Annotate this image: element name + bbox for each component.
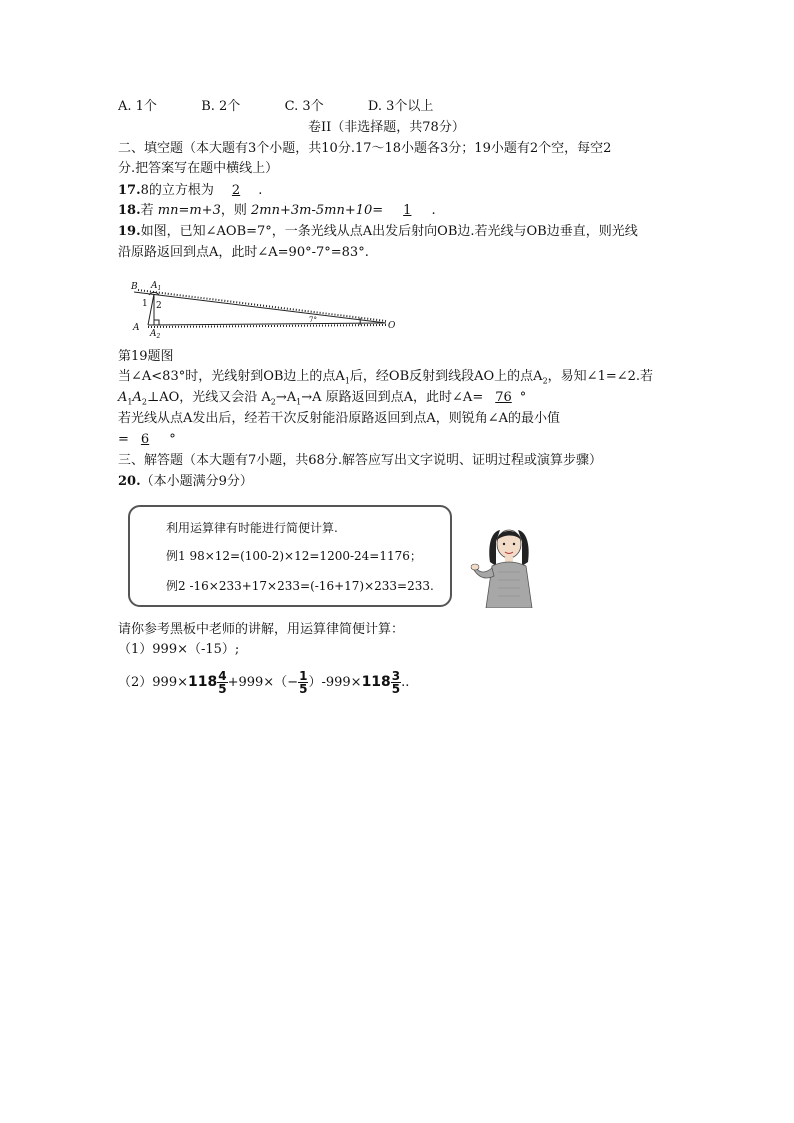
mixed-number-2-whole: 118 (361, 674, 391, 690)
q19-sub-a1: 1 (344, 376, 350, 386)
q19-line4a: A (118, 390, 128, 405)
label-b: B (131, 282, 138, 292)
mixed1-numerator: 4 (218, 669, 227, 683)
light-a-a1 (148, 294, 154, 325)
q19-line4e: →A 原路返回到点A，此时∠A= (301, 390, 484, 405)
ray-oa (148, 323, 386, 325)
mixed1-denominator: 5 (218, 682, 227, 696)
mixed-number-1-whole: 118 (187, 674, 218, 690)
q17-tail: . (258, 183, 263, 198)
q20-number: 20. (118, 474, 141, 489)
board-intro: 利用运算律有时能进行简便计算. (166, 521, 338, 535)
part3-heading: 三、解答题（本大题有7小题，共68分.解答应写出文字说明、证明过程或演算步骤） (118, 453, 602, 468)
q19-sub-3: 2 (270, 397, 276, 407)
q19-deg: ° (519, 390, 527, 405)
question-17 (118, 182, 262, 200)
q17-text: 8的立方根为 (140, 183, 214, 198)
q18-answer: 1 (403, 203, 412, 218)
frac-denominator: 5 (299, 682, 308, 696)
q20-sub2-mid2: ）-999× (308, 675, 362, 690)
label-angle-o: 7° (309, 316, 317, 324)
question-19-line1 (118, 223, 638, 241)
q18-number: 18. (118, 203, 141, 218)
q17-number: 17. (118, 183, 141, 198)
q19-line4d: →A (275, 390, 297, 405)
mixed2-denominator: 5 (391, 682, 401, 696)
question-18 (118, 202, 436, 220)
q20-title: （本小题满分9分） (140, 474, 253, 489)
q20-prompt: 请你参考黑板中老师的讲解，用运算律简便计算： (118, 622, 405, 637)
label-a1: $A_1$ (151, 281, 162, 292)
q18-condition: mn=m+3 (157, 203, 221, 218)
section-title: 卷II（非选择题，共78分） (308, 120, 465, 135)
label-a2: $A_2$ (150, 329, 161, 340)
q19-line5: 若光线从点A发出后，经若干次反射能沿原路返回到点A，则锐角∠A的最小值 (118, 411, 561, 426)
q20-sub2-tail: .. (401, 675, 410, 690)
choice-options (118, 98, 433, 116)
hatch-oa (148, 325, 386, 327)
q19-sub-4: 1 (296, 397, 302, 407)
board-example-2: 例2 -16×233+17×233=(-16+17)×233=233. (166, 579, 434, 593)
frac-numerator: 1 (299, 669, 308, 683)
question-20-heading (118, 473, 253, 491)
mixed-number-1-fraction (217, 670, 227, 695)
fraction-neg (298, 670, 308, 695)
right-angle-mark (154, 320, 159, 325)
q19-line3 (118, 368, 653, 391)
part2-heading-line2: 分.把答案写在题中横线上） (118, 161, 279, 176)
q19-line1-text: 如图，已知∠AOB=7°，一条光线从点A出发后射向OB边.若光线与OB边垂直，则光线 (140, 224, 638, 239)
q18-expression: 2mn+3m-5mn+10= (251, 203, 384, 218)
q20-sub2: （2）999×118 $\frac{4}{5}$ +999×（− $\frac{1}{5}$ ）-999×118 $\frac{3}{5}$ .. (118, 669, 410, 696)
blackboard (128, 505, 452, 607)
q18-mid: ，则 (220, 203, 251, 218)
q19-line4 (118, 389, 526, 412)
board-example-1: 例1 98×12=(100-2)×12=1200-24=1176； (166, 549, 422, 563)
label-a: A (133, 323, 140, 333)
q19-sub-1: 1 (127, 397, 133, 407)
mixed2-numerator: 3 (391, 669, 401, 683)
q19-line3a: 当∠A<83°时，光线射到OB边上的点A (118, 369, 345, 384)
teacher-illustration (470, 522, 550, 608)
q19-figure (128, 278, 398, 340)
q18-pre: 若 (140, 203, 158, 218)
q18-tail: . (431, 203, 436, 218)
hatch-ob (138, 290, 386, 321)
q19-sub-a2: 2 (542, 376, 548, 386)
option-d: D. 3个以上 (367, 99, 434, 114)
option-a: A. 1个 (118, 99, 157, 114)
q20-sub2-pre: （2）999× (118, 675, 188, 690)
q20-sub2-mid1: +999×（ (227, 675, 288, 690)
q19-line3c: ，易知∠1=∠2.若 (547, 369, 654, 384)
part2-heading-line1: 二、填空题（本大题有3个小题，共10分.17～18小题各3分；19小题有2个空，每空2 (118, 141, 612, 156)
option-b: B. 2个 (201, 99, 241, 114)
label-o: O (388, 321, 396, 331)
q19-line3b: 后，经OB反射到线段AO上的点A (349, 369, 543, 384)
label-angle-1: 1 (142, 299, 148, 309)
q19-sub-2: 2 (141, 397, 147, 407)
q19-number: 19. (118, 224, 141, 239)
q17-answer: 2 (231, 183, 241, 198)
option-c: C. 3个 (284, 99, 324, 114)
label-angle-2: 2 (156, 301, 162, 311)
q19-answer-1: 76 (495, 390, 512, 405)
q20-sub1: （1）999×（-15）; (118, 642, 240, 657)
q19-line4c: ⊥AO，光线又会沿 A (146, 390, 271, 405)
q19-line6-pre: = (118, 432, 129, 447)
q19-answer-2: 6 (140, 432, 150, 447)
q19-figure-caption: 第19题图 (118, 349, 174, 364)
mixed-number-2-fraction (391, 670, 401, 695)
q19-line6 (118, 431, 176, 449)
q19-line6-tail: ° (169, 432, 176, 447)
q19-line2: 沿原路返回到点A，此时∠A=90°-7°=83°. (118, 245, 369, 260)
ray-ob (134, 292, 386, 323)
q19-line4b: A (132, 390, 142, 405)
